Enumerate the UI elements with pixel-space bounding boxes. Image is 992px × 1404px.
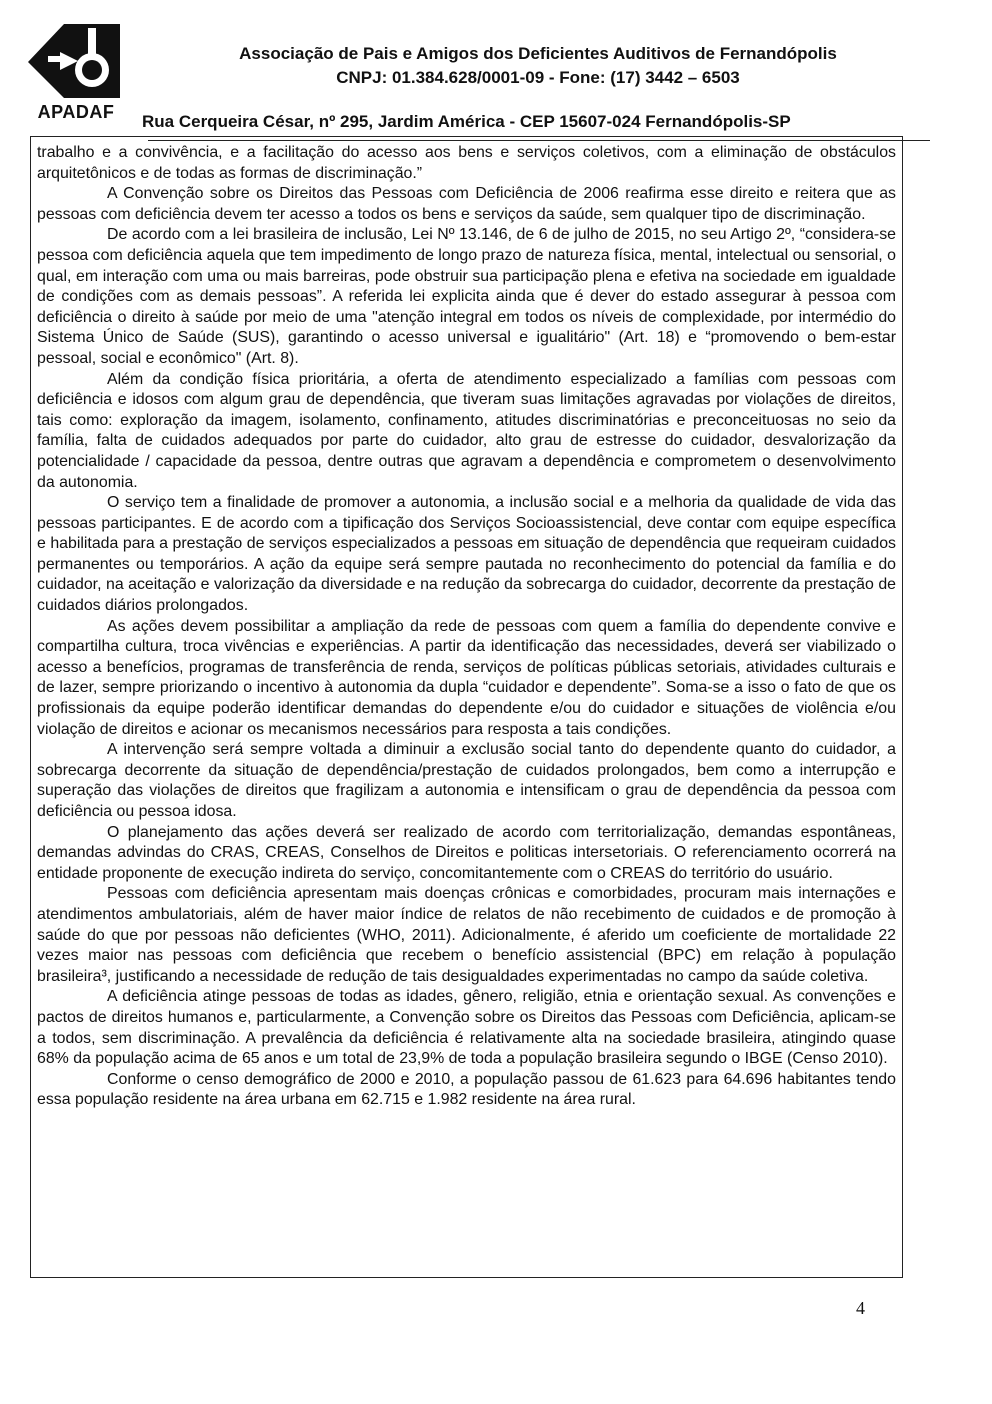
logo-text: APADAF [37, 102, 115, 122]
paragraph: As ações devem possibilitar a ampliação da rede de pessoas com quem a família do dependente convive e compartilha cultura, troca vivências e experiências. A partir da identificação das necessidades, deverá ser viabilizado o acesso a benefícios, programas de transferência de renda, serviços de políticas públicas setoriais, atividades culturais e de lazer, sempre priorizando o incentivo à autonomia da dupla “cuidador e dependente”. Soma-se a isso o fato de que os profissionais da equipe poderão identificar demandas do dependente e/ou do cuidador e situações de violência e/ou violação de direitos e acionar os mecanismos necessários para resposta a tais condições. [37, 617, 896, 738]
organization-name: Associação de Pais e Amigos dos Deficientes Auditivos de Fernandópolis [239, 44, 837, 63]
paragraph: Pessoas com deficiência apresentam mais doenças crônicas e comorbidades, procuram mais internações e atendimentos ambulatoriais, além de haver maior índice de relatos de não recebimento de cuidados e de promoção à saúde do que por pessoas não deficientes (WHO, 2011). Adicionalmente, é aferido um coeficiente de mortalidade 22 vezes maior nas pessoas com deficiência que recebem o benefício assistencial (BPC) em relação à população brasileira³, justificando a necessidade de redução de tais desigualdades experimentadas no campo da saúde coletiva. [37, 885, 896, 985]
paragraph: A Convenção sobre os Direitos das Pessoas com Deficiência de 2006 reafirma esse direito e reitera que as pessoas com deficiência devem ter acesso a todos os bens e serviços da saúde, sem qualquer tipo de discriminação. [37, 185, 896, 223]
paragraph: O planejamento das ações deverá ser realizado de acordo com territorialização, demandas espontâneas, demandas advindas do CRAS, CREAS, Conselhos de Direitos e politicas intersetoriais. O referenciamento ocorrerá na entidade proponente de execução indireta do serviço, concomitantemente com o CREAS do território do usuário. [37, 823, 896, 882]
paragraph: Conforme o censo demográfico de 2000 e 2010, a população passou de 61.623 para 64.696 habitantes tendo essa população residente na área urbana em 62.715 e 1.982 residente na área rural. [37, 1070, 896, 1109]
document-body [30, 136, 903, 1278]
paragraph: Além da condição física prioritária, a oferta de atendimento especializado a famílias com pessoas com deficiência e idosos com algum grau de dependência, que tiveram suas limitações agravadas por violações de direitos, tais como: exploração da imagem, isolamento, confinamento, atitudes discriminatórias e preconceituosas no seio da família, falta de cuidados adequados por parte do cuidador, alto grau de estresse do cuidador, desvalorização da potencialidade / capacidade da pessoa, dentre outras que agravam a dependência e comprometem o desenvolvimento da autonomia. [37, 370, 896, 491]
organization-address: Rua Cerqueira César, nº 295, Jardim América - CEP 15607-024 Fernandópolis-SP [142, 112, 791, 131]
letterhead [20, 14, 910, 132]
page-number: 4 [856, 1298, 865, 1318]
paragraph: A deficiência atinge pessoas de todas as idades, gênero, religião, etnia e orientação sexual. As convenções e pactos de direitos humanos e, particularmente, a Convenção sobre os Direitos das Pessoas com Deficiência, aplicam-se a todos, sem discriminação. A prevalência da deficiência é relativamente alta na sociedade brasileira, atingindo quase 68% da população acima de 65 anos e um total de 23,9% de toda a população brasileira segundo o IBGE (Censo 2010). [37, 988, 896, 1068]
paragraph: O serviço tem a finalidade de promover a autonomia, a inclusão social e a melhoria da qualidade de vida das pessoas participantes. E de acordo com a tipificação dos Serviços Socioassistencial, deve contar com equipe específica e habilitada para a prestação de serviços especializados a pessoas em situação de dependência que requeiram cuidados permanentes ou temporários. A ação da equipe será sempre pautada no reconhecimento do potencial da família e do cuidador, na aceitação e valorização da diversidade e na redução da sobrecarga do cuidador, decorrente da prestação de cuidados diários prolongados. [37, 494, 896, 615]
cnpj-phone: CNPJ: 01.384.628/0001-09 - Fone: (17) 3442 – 6503 [336, 68, 740, 87]
paragraph: A intervenção será sempre voltada a diminuir a exclusão social tanto do dependente quanto do cuidador, a sobrecarga decorrente da situação de dependência/prestação de cuidados prolongados, bem como a interrupção e superação das violações de direitos que fragilizam a autonomia e intensificam o grau de dependência da pessoa com deficiência ou pessoa idosa. [37, 741, 896, 820]
paragraph: trabalho e a convivência, e a facilitação do acesso aos bens e serviços coletivos, com a eliminação de obstáculos arquitetônicos e de todas as formas de discriminação.” [37, 144, 896, 182]
paragraph: De acordo com a lei brasileira de inclusão, Lei Nº 13.146, de 6 de julho de 2015, no seu Artigo 2º, “considera-se pessoa com deficiência aquela que tem impedimento de longo prazo de natureza física, mental, intelectual ou sensorial, o qual, em interação com uma ou mais barreiras, pode obstruir sua participação plena e efetiva na sociedade em igualdade de condições com as demais pessoas”. A referida lei explicita ainda que é dever do estado assegurar à pessoa com deficiência o direito à saúde por meio de uma "atenção integral em todos os níveis de complexidade, por intermédio do Sistema Único de Saúde (SUS), garantindo o acesso universal e igualitário" (Art. 18) e “promovendo o bem-estar pessoal, social e econômico" (Art. 8). [37, 226, 896, 367]
